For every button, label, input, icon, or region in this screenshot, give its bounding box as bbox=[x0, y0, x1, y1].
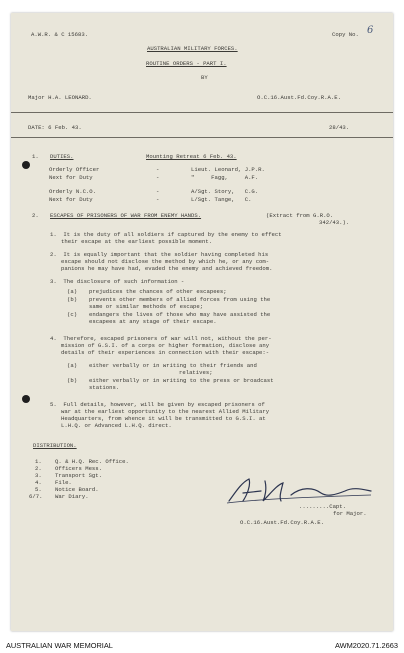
item-text: prevents other members of allied forces from using the bbox=[89, 296, 271, 303]
item-text: either verbally or in writing to their friends and bbox=[89, 362, 257, 369]
list-item-number: 6/7. bbox=[29, 493, 43, 500]
list-item: Notice Board. bbox=[55, 486, 99, 493]
item-marker: (b) bbox=[67, 377, 78, 384]
divider-top bbox=[11, 112, 393, 113]
text-line: mission of G.S.I. of a corps or higher formation, disclose any bbox=[61, 342, 270, 349]
signature-capt: .........Capt. bbox=[299, 503, 346, 510]
distribution-heading: DISTRIBUTION. bbox=[33, 442, 77, 449]
escapes-heading: ESCAPES OF PRISONERS OF WAR FROM ENEMY HANDS. bbox=[50, 212, 202, 219]
duty-dash: - bbox=[156, 174, 160, 181]
duties-number: 1. bbox=[32, 153, 39, 160]
item-text: escapees at any stage of their escape. bbox=[89, 318, 217, 325]
list-item: Q. & H.Q. Rec. Office. bbox=[55, 458, 129, 465]
duty-name: A/Sgt. Story, C.G. bbox=[191, 188, 259, 195]
punch-hole-top bbox=[22, 161, 30, 169]
item-text: prejudices the chances of other escapees; bbox=[89, 288, 227, 295]
duty-name: L/Sgt. Tange, C. bbox=[191, 196, 252, 203]
item-marker: (c) bbox=[67, 311, 78, 318]
text-line: L.H.Q. or Advanced L.H.Q. direct. bbox=[61, 422, 172, 429]
list-item-number: 5. bbox=[35, 486, 42, 493]
by-label: BY bbox=[201, 74, 208, 81]
duty-role: Orderly N.C.O. bbox=[49, 188, 96, 195]
text-line: details of their experiences in connection with their escape:- bbox=[61, 349, 270, 356]
list-item-number: 3. bbox=[35, 472, 42, 479]
duty-dash: - bbox=[156, 166, 160, 173]
divider-bottom bbox=[11, 137, 393, 138]
duties-subheading: Mounting Retreat 6 Feb. 43. bbox=[146, 153, 237, 160]
orders-title: ROUTINE ORDERS - PART I. bbox=[146, 60, 227, 67]
escapes-extract-ref: 342/43.). bbox=[319, 219, 350, 226]
footer-credit: AUSTRALIAN WAR MEMORIAL bbox=[6, 641, 113, 650]
duty-dash: - bbox=[156, 196, 160, 203]
duty-role: Orderly Officer bbox=[49, 166, 100, 173]
item-text: stations. bbox=[89, 384, 120, 391]
text-line: 3. The disclosure of such information - bbox=[50, 278, 185, 285]
document-page bbox=[11, 13, 393, 631]
punch-hole-bottom bbox=[22, 395, 30, 403]
list-item: File. bbox=[55, 479, 72, 486]
text-line: Headquarters, from whence it will be transmitted to G.S.I. at bbox=[61, 415, 266, 422]
form-reference: A.W.R. & C 15683. bbox=[31, 31, 89, 38]
org-title: AUSTRALIAN MILITARY FORCES. bbox=[147, 45, 238, 52]
item-marker: (b) bbox=[67, 296, 78, 303]
list-item-number: 1. bbox=[35, 458, 42, 465]
item-text: endangers the lives of those who may have assisted the bbox=[89, 311, 271, 318]
duties-heading: DUTIES. bbox=[50, 153, 74, 160]
text-line: 1. It is the duty of all soldiers if captured by the enemy to effect bbox=[50, 231, 282, 238]
text-line: panions he may have had, evaded the enemy and achieved freedom. bbox=[61, 265, 273, 272]
duty-name: " Fagg, A.F. bbox=[191, 174, 259, 181]
item-text: either verbally or in writing to the press or broadcast bbox=[89, 377, 274, 384]
text-line: 5. Full details, however, will be given by escaped prisoners of bbox=[50, 401, 265, 408]
escapes-extract: (Extract from G.R.O. bbox=[266, 212, 334, 219]
order-date: DATE: 6 Feb. 43. bbox=[28, 124, 82, 131]
issuing-officer: Major H.A. LEONARD. bbox=[28, 94, 92, 101]
duty-name: Lieut. Leonard, J.P.R. bbox=[191, 166, 265, 173]
item-marker: (a) bbox=[67, 288, 78, 295]
list-item: Officers Mess. bbox=[55, 465, 102, 472]
copy-label: Copy No. bbox=[332, 31, 359, 38]
order-number: 28/43. bbox=[329, 124, 350, 131]
list-item-number: 4. bbox=[35, 479, 42, 486]
duty-role: Next for Duty bbox=[49, 174, 93, 181]
text-line: 2. It is equally important that the soldier having completed his bbox=[50, 251, 269, 258]
footer-accession: AWM2020.71.2663 bbox=[335, 641, 398, 650]
item-marker: (a) bbox=[67, 362, 78, 369]
text-line: their escape at the earliest possible moment. bbox=[61, 238, 213, 245]
text-line: war at the earliest opportunity to the nearest Allied Military bbox=[61, 408, 270, 415]
item-text: relatives; bbox=[179, 369, 213, 376]
signature-for: for Major. bbox=[333, 510, 367, 517]
escapes-number: 2. bbox=[32, 212, 39, 219]
item-text: same or similar methods of escape; bbox=[89, 303, 204, 310]
list-item-number: 2. bbox=[35, 465, 42, 472]
list-item: War Diary. bbox=[55, 493, 89, 500]
list-item: Transport Sgt. bbox=[55, 472, 102, 479]
text-line: escape should not disclose the method by which he, or any com- bbox=[61, 258, 270, 265]
duty-role: Next for Duty bbox=[49, 196, 93, 203]
signature-unit: O.C.16.Aust.Fd.Coy.R.A.E. bbox=[240, 519, 324, 526]
text-line: 4. Therefore, escaped prisoners of war will not, without the per- bbox=[50, 335, 272, 342]
copy-number: 6 bbox=[367, 25, 374, 36]
issuing-unit: O.C.16.Aust.Fd.Coy.R.A.E. bbox=[257, 94, 341, 101]
duty-dash: - bbox=[156, 188, 160, 195]
handwritten-signature bbox=[221, 473, 381, 507]
